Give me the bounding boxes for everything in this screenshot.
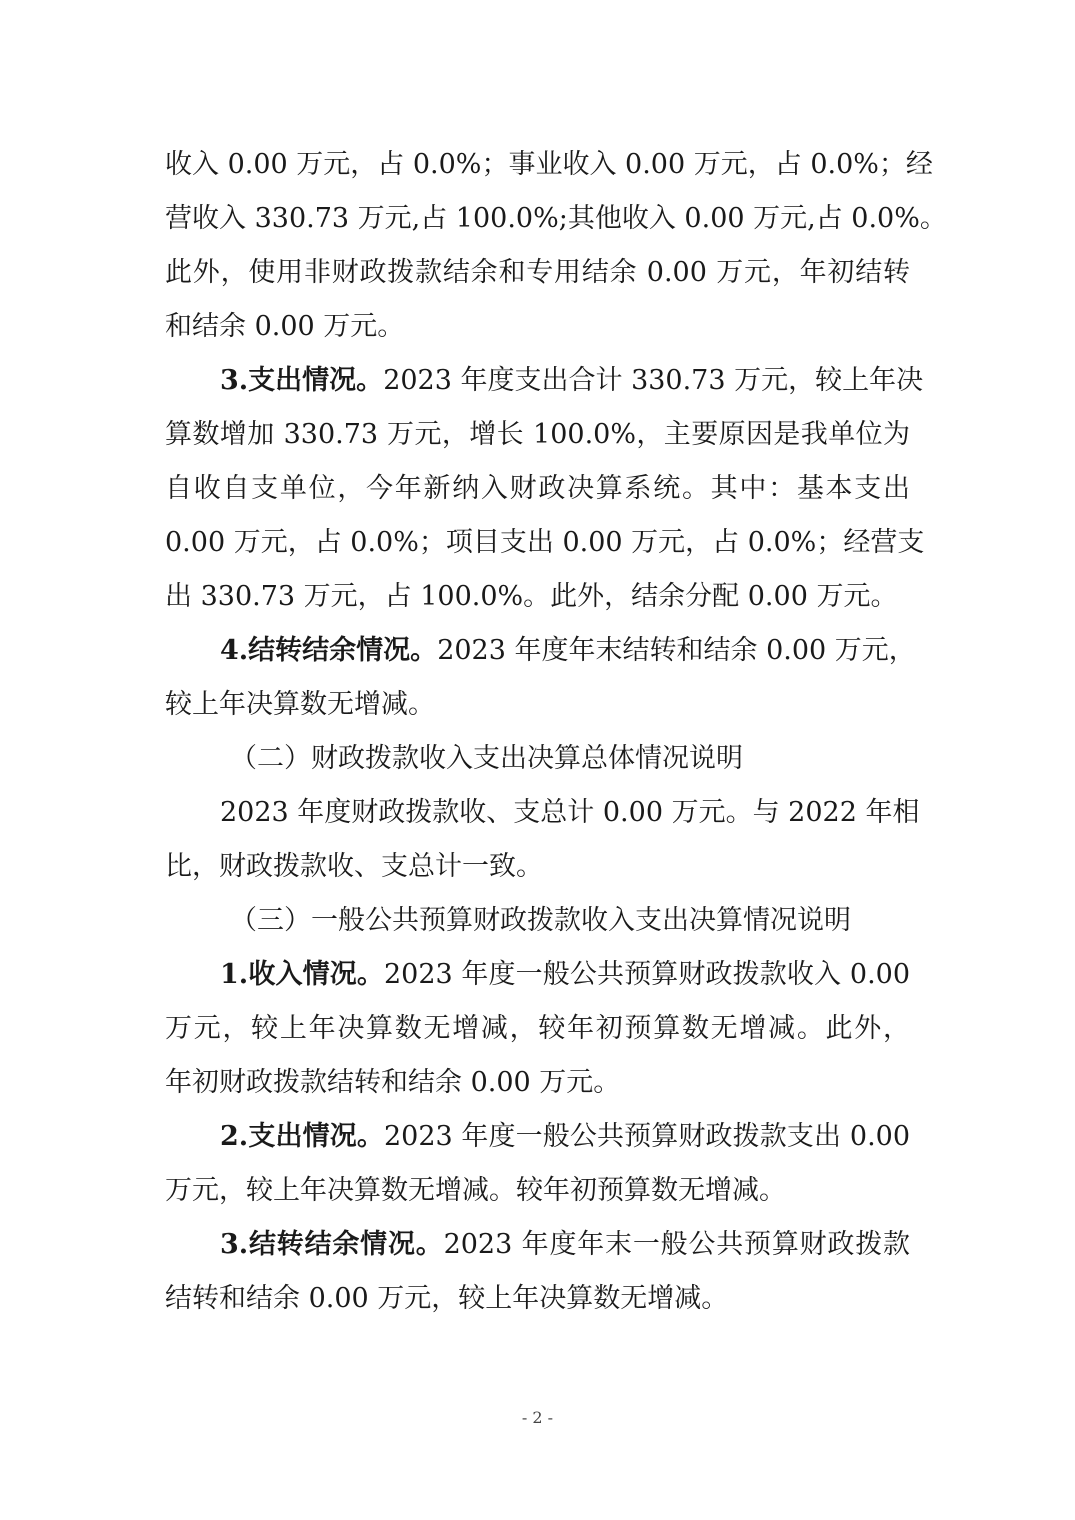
page-number: - 2 -: [521, 1408, 554, 1427]
paragraph-first-line: [220, 1227, 910, 1263]
text-line: 年初财政拨款结转和结余 0.00 万元。: [165, 1067, 621, 1098]
text-line: 2023 年度财政拨款收、支总计 0.00 万元。与 2022 年相: [220, 797, 920, 828]
text-run: 2023 年度一般公共预算财政拨款支出 0.00: [383, 1121, 911, 1152]
text-line: 比，财政拨款收、支总计一致。: [165, 851, 543, 882]
text-line: 较上年决算数无增减。: [165, 689, 435, 720]
text-line: 营收入 330.73 万元,占 100.0%;其他收入 0.00 万元,占 0.0%。: [165, 203, 947, 234]
text-line: 出 330.73 万元，占 100.0%。此外，结余分配 0.00 万元。: [165, 581, 898, 612]
text-line: 结转和结余 0.00 万元，较上年决算数无增减。: [165, 1283, 729, 1314]
text-run: 2023 年度年末一般公共预算财政拨款: [443, 1229, 911, 1260]
text-line: 0.00 万元，占 0.0%；项目支出 0.00 万元，占 0.0%；经营支: [165, 527, 925, 558]
text-line: 万元，较上年决算数无增减，较年初预算数无增减。此外，: [165, 1013, 910, 1044]
text-line: 自收自支单位，今年新纳入财政决算系统。其中：基本支出: [165, 473, 910, 504]
paragraph-lead: 3.支出情况。: [220, 365, 384, 396]
paragraph-lead: 4.结转结余情况。: [220, 635, 438, 666]
text-line: 和结余 0.00 万元。: [165, 311, 405, 342]
paragraph-lead: 3.结转结余情况。: [220, 1229, 444, 1260]
paragraph-first-line: [220, 363, 924, 399]
section-heading: （三）一般公共预算财政拨款收入支出决算情况说明: [230, 905, 851, 936]
text-run: 2023 年度年末结转和结余 0.00 万元，: [437, 635, 916, 666]
text-run: 2023 年度支出合计 330.73 万元，较上年决: [383, 365, 924, 396]
paragraph-first-line: [220, 633, 916, 669]
paragraph-lead: 2.支出情况。: [220, 1121, 384, 1152]
text-run: 2023 年度一般公共预算财政拨款收入 0.00: [383, 959, 911, 990]
text-line: 万元，较上年决算数无增减。较年初预算数无增减。: [165, 1175, 786, 1206]
text-line: 此外，使用非财政拨款结余和专用结余 0.00 万元，年初结转: [165, 257, 910, 288]
paragraph-first-line: [220, 957, 910, 993]
text-line: 算数增加 330.73 万元，增长 100.0%，主要原因是我单位为: [165, 419, 910, 450]
paragraph-lead: 1.收入情况。: [220, 959, 384, 990]
section-heading: （二）财政拨款收入支出决算总体情况说明: [230, 743, 743, 774]
text-line: 收入 0.00 万元，占 0.0%；事业收入 0.00 万元，占 0.0%；经: [165, 149, 933, 180]
paragraph-first-line: [220, 1119, 910, 1155]
